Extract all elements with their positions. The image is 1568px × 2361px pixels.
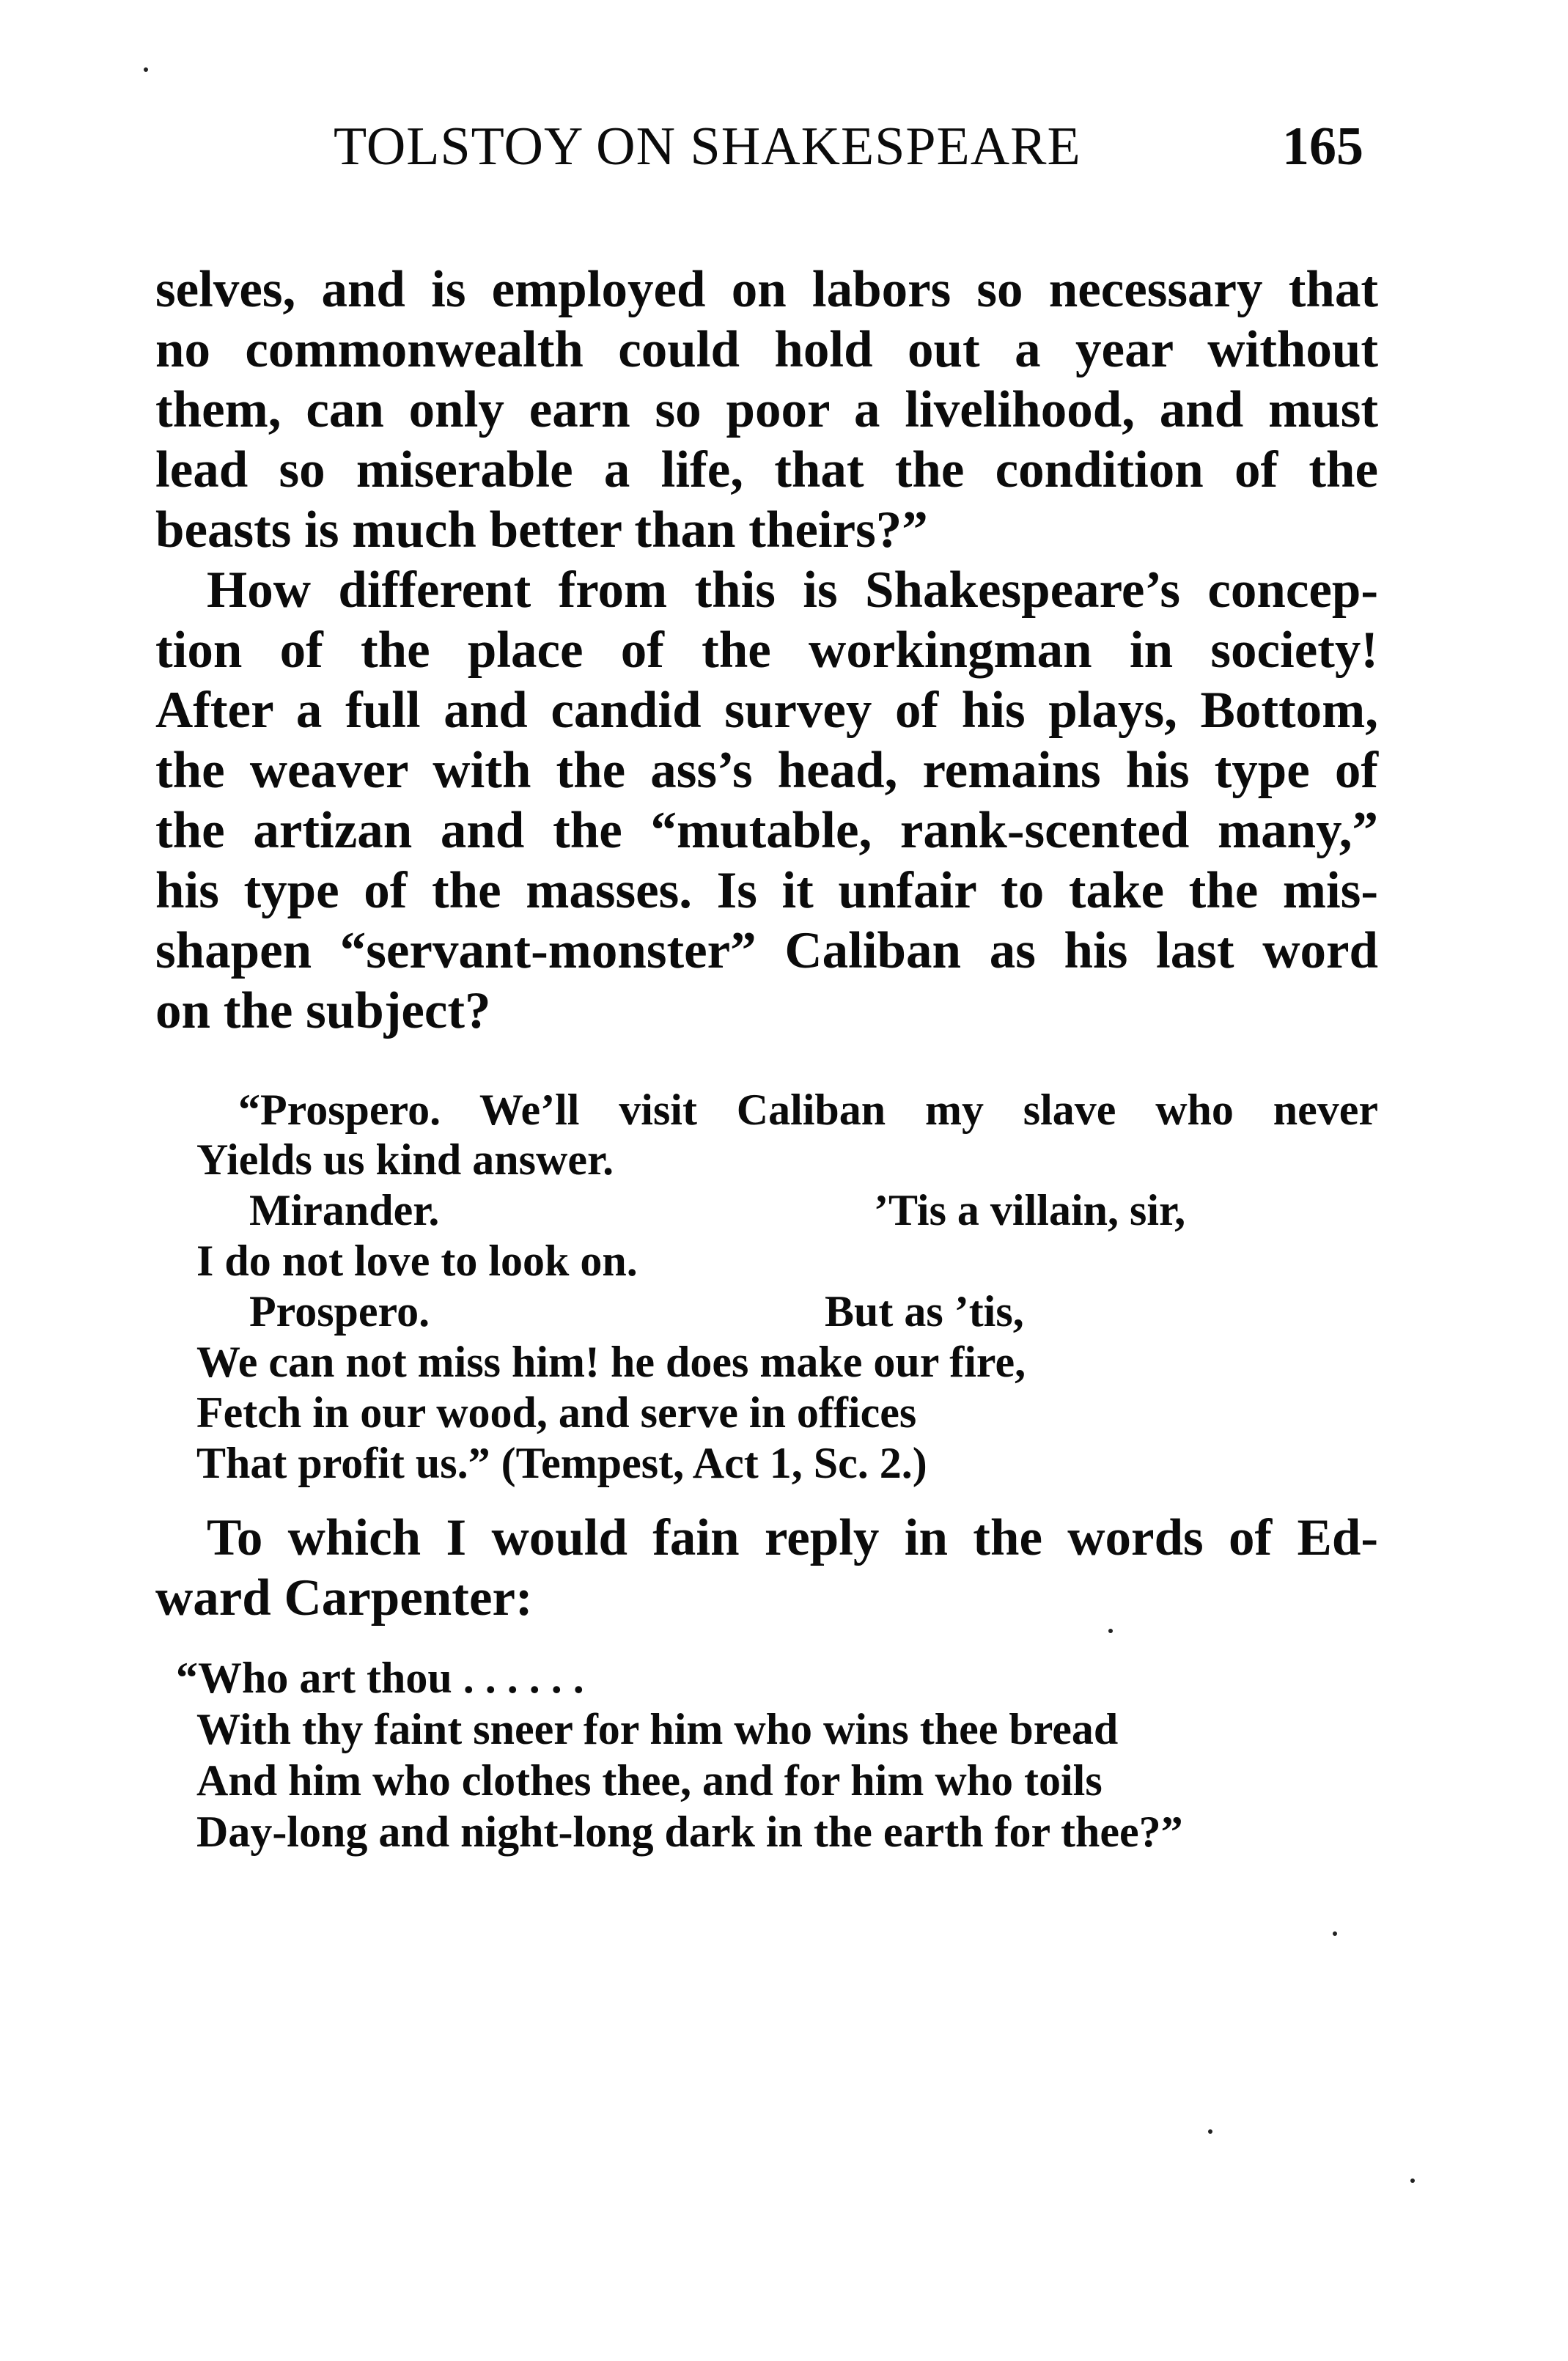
running-header <box>334 116 1363 189</box>
paragraph-line: How different from this is Shakespeare’s concep- <box>207 561 1378 619</box>
verse-speech: But as ’tis, <box>825 1287 1024 1336</box>
scan-speck <box>1108 1629 1113 1633</box>
speaker-name: Prospero. <box>249 1287 430 1336</box>
paragraph-line: shapen “servant-monster” Caliban as his last word <box>155 922 1378 979</box>
scan-speck <box>1410 2178 1415 2183</box>
verse-line: That profit us.” (Tempest, Act 1, Sc. 2.) <box>196 1439 927 1487</box>
paragraph-line: To which I would fain reply in the words of Ed- <box>207 1509 1378 1566</box>
verse-line: Day-long and night-long dark in the earth for thee?” <box>196 1808 1183 1856</box>
paragraph-line: beasts is much better than theirs?” <box>155 501 928 559</box>
paragraph-line: them, can only earn so poor a livelihood, and must <box>155 381 1378 438</box>
paragraph-line: his type of the masses. Is it unfair to take the mis- <box>155 862 1378 919</box>
scan-speck <box>1208 2129 1212 2134</box>
verse-line: And him who clothes thee, and for him who toils <box>196 1756 1103 1805</box>
scan-speck <box>144 67 148 72</box>
paragraph-line: After a full and candid survey of his plays, Bottom, <box>155 682 1378 739</box>
scan-speck <box>1333 1931 1337 1936</box>
verse-speech: ’Tis a villain, sir, <box>874 1186 1186 1234</box>
paragraph-line: tion of the place of the workingman in society! <box>155 622 1378 679</box>
verse-line: I do not love to look on. <box>196 1237 638 1285</box>
paragraph-line: the weaver with the ass’s head, remains his type of <box>155 742 1378 799</box>
page-number: 165 <box>1282 117 1363 177</box>
paragraph-line: ward Carpenter: <box>155 1569 533 1627</box>
speaker-name: Mirander. <box>249 1186 440 1234</box>
verse-line: We can not miss him! he does make our fire, <box>196 1338 1026 1386</box>
paragraph-line: no commonwealth could hold out a year without <box>155 321 1378 378</box>
verse-line: With thy faint sneer for him who wins thee bread <box>196 1705 1119 1753</box>
paragraph-line: lead so miserable a life, that the condition of the <box>155 441 1378 498</box>
verse-line: Fetch in our wood, and serve in offices <box>196 1388 917 1437</box>
paragraph-line: the artizan and the “mutable, rank-scented many,” <box>155 802 1378 859</box>
paragraph-line: selves, and is employed on labors so necessary that <box>155 261 1378 318</box>
verse-line: “Prospero. We’ll visit Caliban my slave who never <box>238 1086 1378 1134</box>
paragraph-line: on the subject? <box>155 982 491 1039</box>
running-title: TOLSTOY ON SHAKESPEARE <box>334 117 1081 177</box>
verse-line: Yields us kind answer. <box>196 1135 614 1184</box>
verse-line: “Who art thou . . . . . . <box>176 1654 584 1702</box>
